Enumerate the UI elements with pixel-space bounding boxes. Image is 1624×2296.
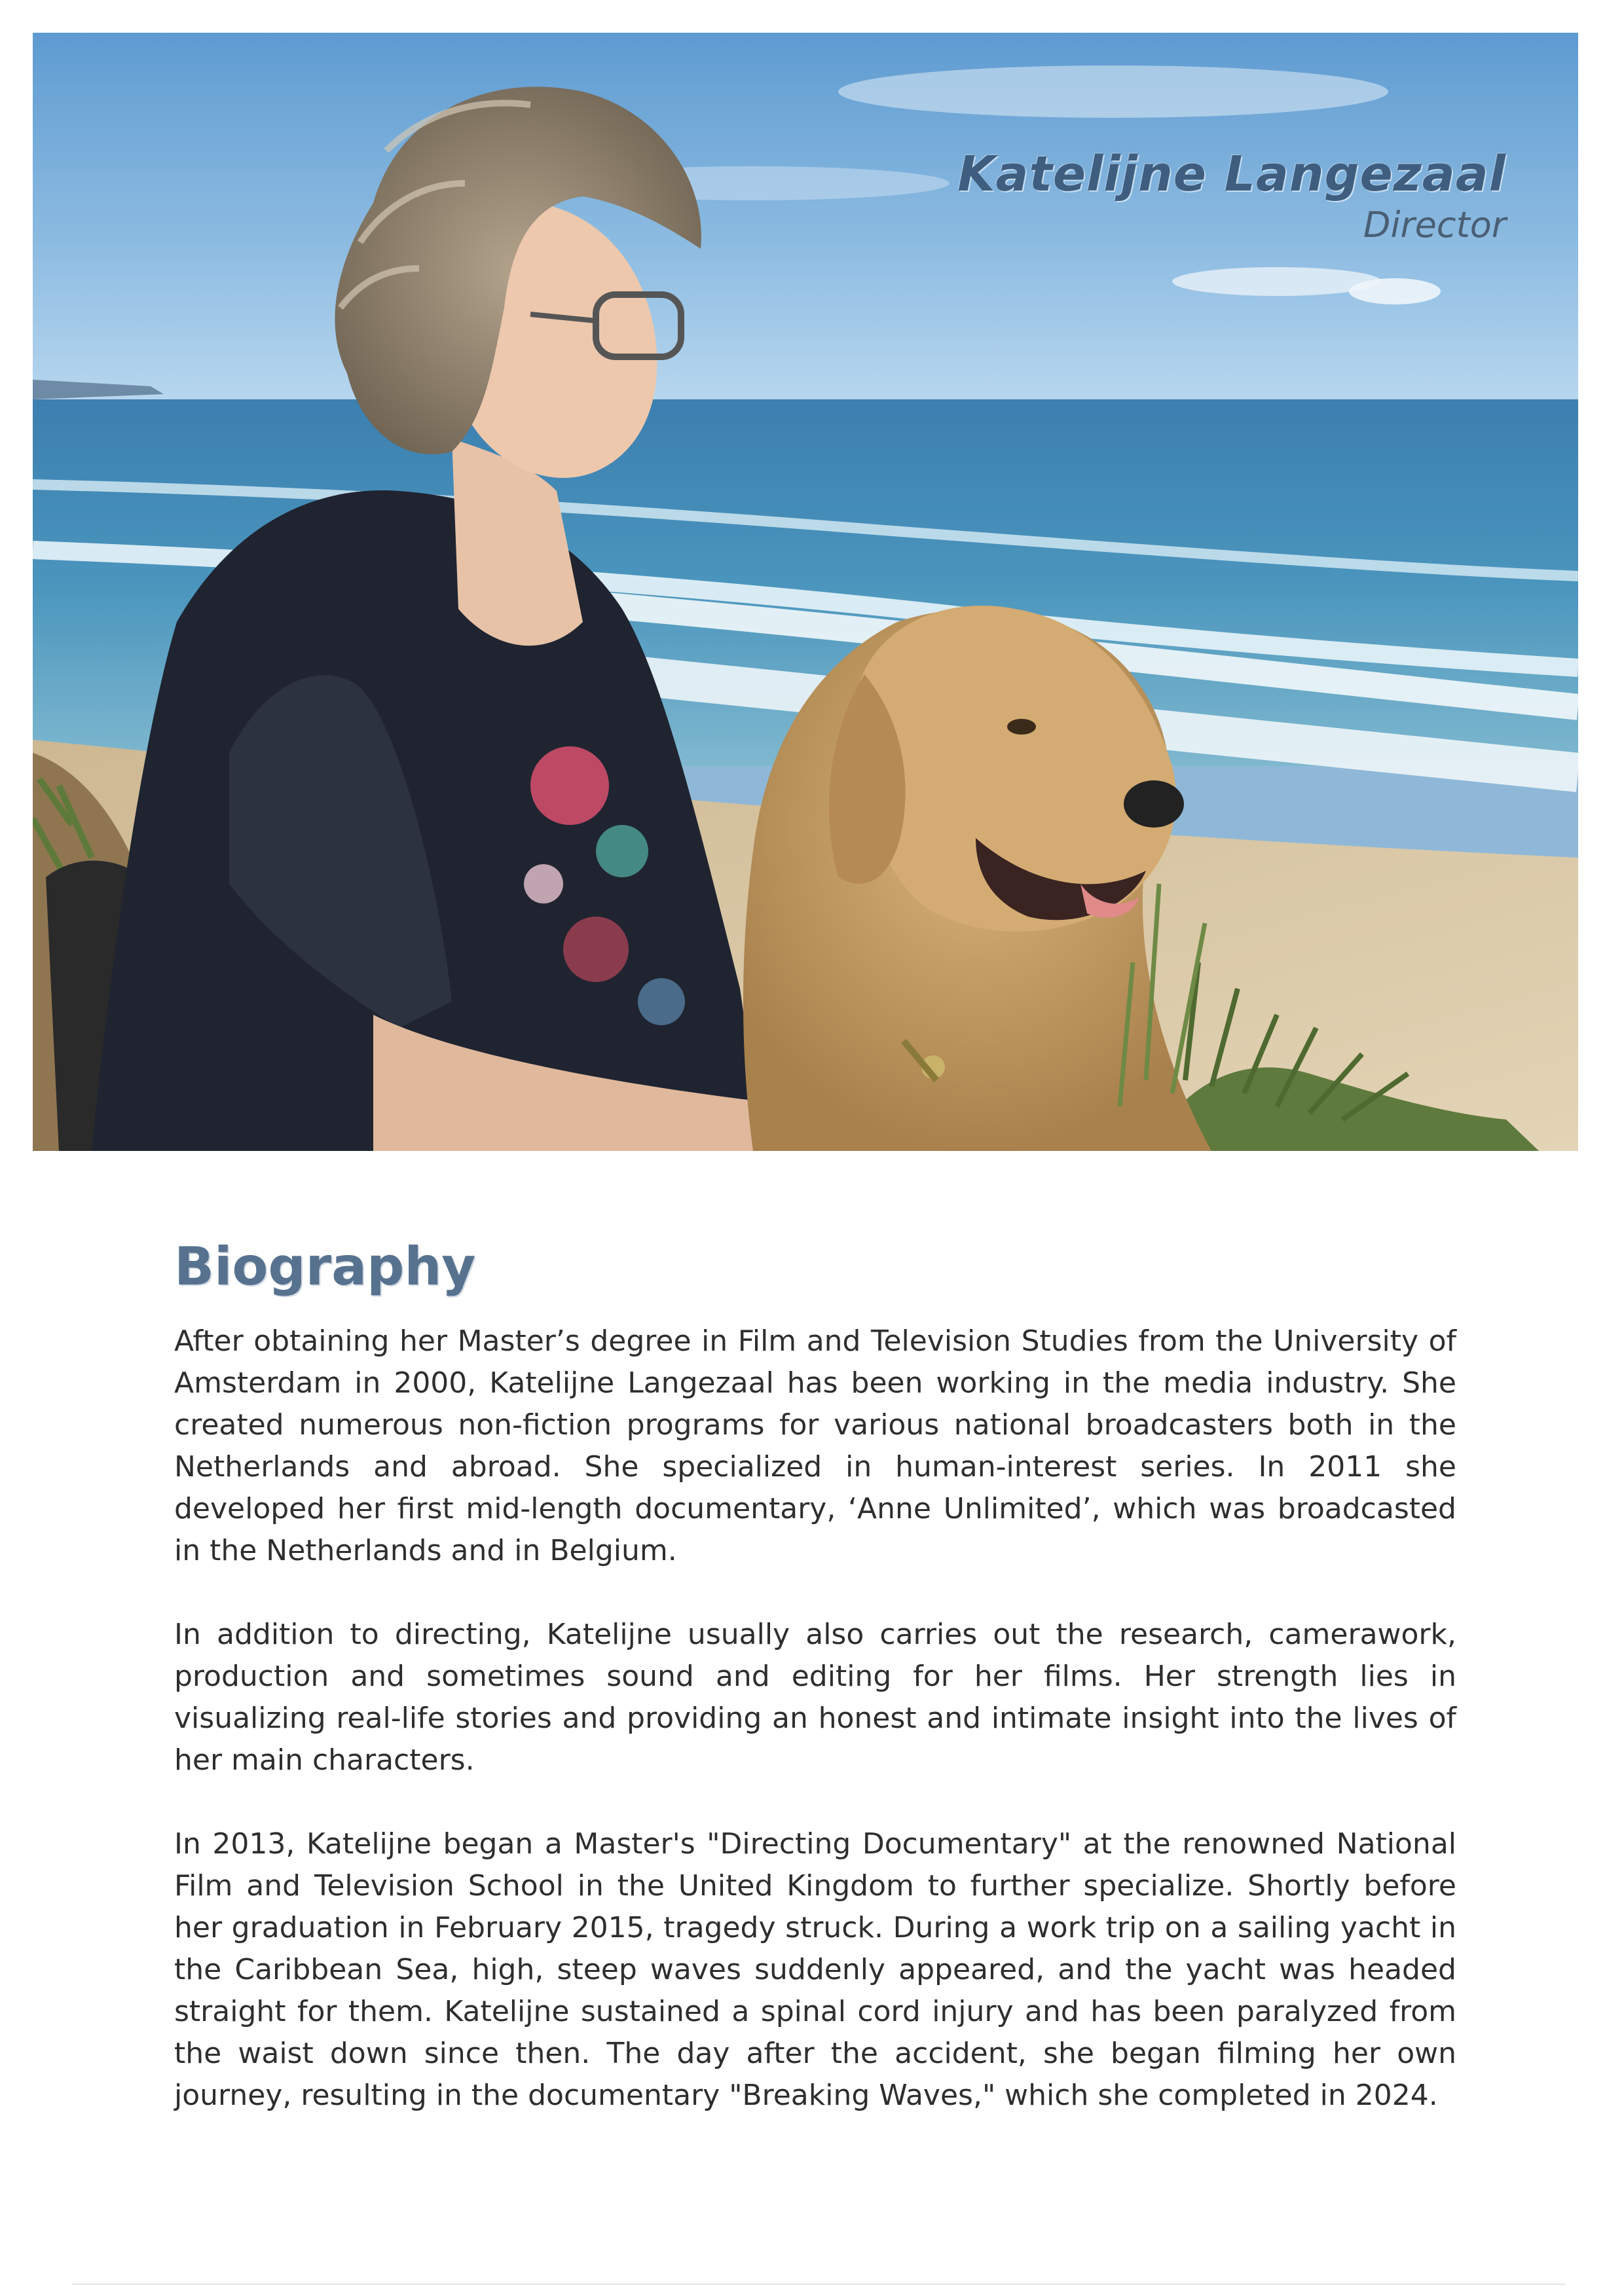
biography-paragraph-2: In addition to directing, Katelijne usually also carries out the research, camerawork, production and sometimes sound and editing for her films. Her strength lies in visualizing real-life stories and providing an honest and intimate insight into the lives of her main characters.	[174, 1618, 1456, 1777]
page-bottom-divider	[72, 2284, 1565, 2285]
biography-section	[174, 1236, 1456, 2159]
biography-heading: Biography	[174, 1236, 476, 1297]
person-role: Director	[1363, 204, 1506, 246]
portrait-photo	[33, 33, 1578, 1151]
biography-paragraph-1: After obtaining her Master’s degree in Film and Television Studies from the University of Amsterdam in 2000, Katelijne Langezaal has been working in the media industry. She created numerous non-fiction programs for various national broadcasters both in the Netherlands and abroad. She specialized in human-interest series. In 2011 she developed her first mid-length documentary, ‘Anne Unlimited’, which was broadcasted in the Netherlands and in Belgium.	[174, 1324, 1456, 1567]
biography-paragraph-3: In 2013, Katelijne began a Master's "Directing Documentary" at the renowned National Film and Television School in the United Kingdom to further specialize. Shortly before her graduation in February 2015, tragedy struck. During a work trip on a sailing yacht in the Caribbean Sea, high, steep waves suddenly appeared, and the yacht was headed straight for them. Katelijne sustained a spinal cord injury and has been paralyzed from the waist down since then. The day after the accident, she began filming her own journey, resulting in the documentary "Breaking Waves," which she completed in 2024.	[174, 1827, 1456, 2112]
name-caption	[957, 146, 1506, 246]
person-name: Katelijne Langezaal	[957, 146, 1506, 202]
